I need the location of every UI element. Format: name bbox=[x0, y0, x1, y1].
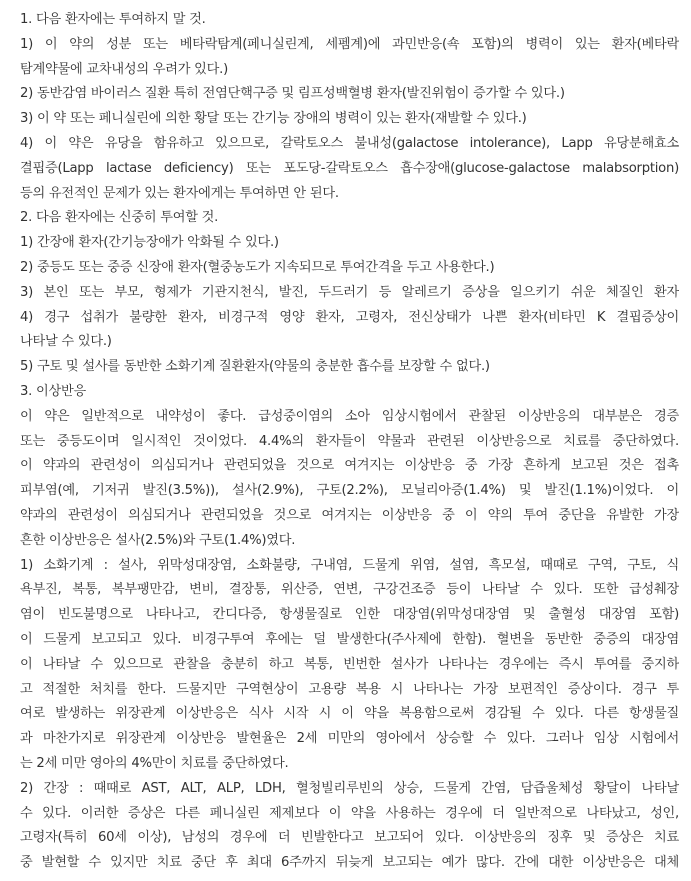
paragraph-line: 피부염(예, 기저귀 발진(3.5%)), 설사(2.9%), 구토(2.2%), 모닐리아증(1.4%) 및 발진(1.1%)이었다. 이 bbox=[20, 483, 679, 499]
paragraph-line: 고령자(특히 60세 이상), 남성의 경우에 더 빈발한다고 보고되어 있다. 이상반응의 징후 및 증상은 치료 bbox=[20, 830, 679, 846]
paragraph-line: 탐계약물에 교차내성의 우려가 있다.) bbox=[20, 61, 228, 77]
paragraph-line: 이 드물게 보고되고 있다. 비경구투여 후에는 덜 발생한다(주사제에 한함). 혈변을 동반한 중증의 대장염 bbox=[20, 631, 679, 647]
paragraph-line: 1) 간장애 환자(간기능장애가 악화될 수 있다.) bbox=[20, 235, 279, 251]
paragraph-line: 3) 본인 또는 부모, 형제가 기관지천식, 발진, 두드러기 등 알레르기 증상을 일으키기 쉬운 체질인 환자 bbox=[20, 284, 679, 300]
paragraph-line: 약과의 관련성이 의심되거나 관련되었을 것으로 여겨지는 이상반응 중 이 약의 투여 중단을 유발한 가장 bbox=[20, 507, 679, 523]
paragraph-line: 나타날 수 있다.) bbox=[20, 334, 112, 350]
paragraph-line: 1) 이 약의 성분 또는 베타락탐계(페니실린계, 세펨계)에 과민반응(쇽 포함)의 병력이 있는 환자(베타락 bbox=[20, 36, 679, 52]
paragraph-line: 1) 소화기계 : 설사, 위막성대장염, 소화불량, 구내염, 드물게 위염, 설염, 흑모설, 때때로 구역, 구토, 식 bbox=[20, 557, 679, 573]
paragraph-line: 2) 간장 : 때때로 AST, ALT, ALP, LDH, 혈청빌리루빈의 상승, 드물게 간염, 담즙울체성 황달이 나타날 bbox=[20, 780, 679, 796]
paragraph-line: 4) 경구 섭취가 불량한 환자, 비경구적 영양 환자, 고령자, 전신상태가 나쁜 환자(비타민 K 결핍증상이 bbox=[20, 309, 679, 325]
paragraph-line: 5) 구토 및 설사를 동반한 소화기계 질환환자(약물의 충분한 흡수를 보장할 수 없다.) bbox=[20, 359, 490, 375]
paragraph-line: 2) 동반감염 바이러스 질환 특히 전염단핵구증 및 림프성백혈병 환자(발진위험이 증가할 수 있다.) bbox=[20, 86, 565, 102]
paragraph-line: 이 나타날 수 있으므로 관찰을 충분히 하고 복통, 빈번한 설사가 나타나는 경우에는 즉시 투여를 중지하 bbox=[20, 656, 679, 672]
paragraph-line: 흔한 이상반응은 설사(2.5%)와 구토(1.4%)였다. bbox=[20, 532, 296, 548]
paragraph-line: 는 2세 미만 영아의 4%만이 치료를 중단하였다. bbox=[20, 755, 289, 771]
section-heading-precautions: 2. 다음 환자에는 신중히 투여할 것. bbox=[20, 210, 219, 226]
paragraph-line: 이 약과의 관련성이 의심되거나 관련되었을 것으로 여겨지는 이상반응 중 가장 흔하게 보고된 것은 접촉 bbox=[20, 458, 679, 474]
paragraph-line: 3) 이 약 또는 페니실린에 의한 황달 또는 간기능 장애의 병력이 있는 환자(재발할 수 있다.) bbox=[20, 111, 527, 127]
paragraph-line: 염이 빈도불명으로 나타나고, 칸디다증, 항생물질로 인한 대장염(위막성대장염 및 출혈성 대장염 포함) bbox=[20, 607, 679, 623]
paragraph-line: 여로 발생하는 위장관계 이상반응은 식사 시작 시 이 약을 복용함으로써 경감될 수 있다. 다른 항생물질 bbox=[20, 706, 679, 722]
paragraph-line: 또는 중등도이며 일시적인 것이었다. 4.4%의 환자들이 약물과 관련된 이상반응으로 치료를 중단하였다. bbox=[20, 433, 679, 449]
paragraph-line: 과 마찬가지로 위장관계 이상반응 발현율은 2세 미만의 영아에서 상승할 수 있다. 그러나 임상 시험에서 bbox=[20, 731, 679, 747]
paragraph-line: 수 있다. 이러한 증상은 다른 페니실린 제제보다 이 약을 사용하는 경우에 더 일반적으로 나타났고, 성인, bbox=[20, 805, 679, 821]
paragraph-line: 욕부진, 복통, 복부팽만감, 변비, 결장통, 위산증, 연변, 구강건조증 등이 나타날 수 있다. 또한 급성췌장 bbox=[20, 582, 679, 598]
paragraph-line: 중 발현할 수 있지만 치료 중단 후 최대 6주까지 뒤늦게 보고되는 예가 많다. 간에 대한 이상반응은 대체 bbox=[20, 855, 679, 871]
paragraph-line: 고 적절한 처치를 한다. 드물지만 구역현상이 고용량 복용 시 나타나는 가장 보편적인 증상이다. 경구 투 bbox=[20, 681, 679, 697]
paragraph-line: 결핍증(Lapp lactase deficiency) 또는 포도당-갈락토오스 흡수장애(glucose-galactose malabsorption) bbox=[20, 160, 679, 176]
section-heading-adverse-reactions: 3. 이상반응 bbox=[20, 383, 86, 399]
paragraph-line: 등의 유전적인 문제가 있는 환자에게는 투여하면 안 된다. bbox=[20, 185, 339, 201]
section-heading-contraindications: 1. 다음 환자에는 투여하지 말 것. bbox=[20, 12, 206, 27]
paragraph-line: 2) 중등도 또는 중증 신장애 환자(혈중농도가 지속되므로 투여간격을 두고 사용한다.) bbox=[20, 259, 495, 275]
paragraph-line: 4) 이 약은 유당을 함유하고 있으므로, 갈락토오스 불내성(galactose intolerance), Lapp 유당분해효소 bbox=[20, 135, 679, 151]
paragraph-line: 이 약은 일반적으로 내약성이 좋다. 급성중이염의 소아 임상시험에서 관찰된 이상반응의 대부분은 경증 bbox=[20, 408, 679, 424]
